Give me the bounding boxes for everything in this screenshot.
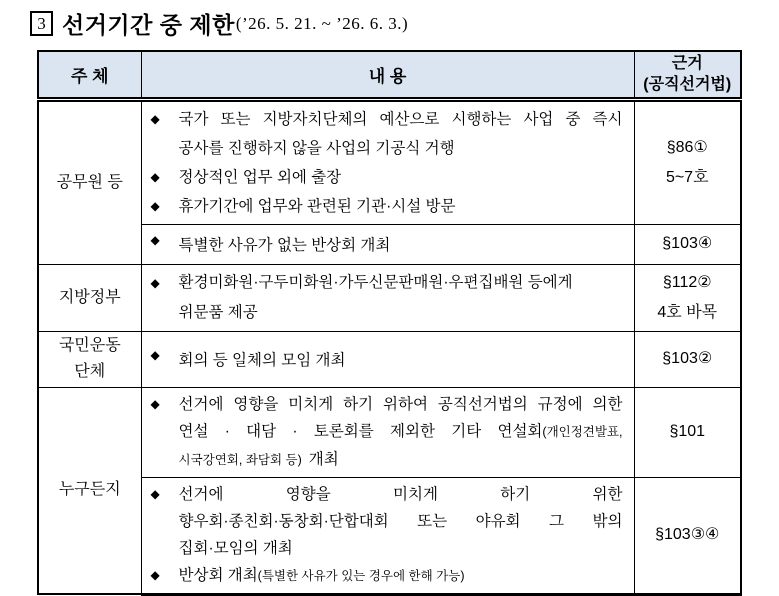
bullet-item xyxy=(151,192,623,221)
col-header-basis-line1: 근거 xyxy=(671,54,703,72)
basis-anyone-1: §101 xyxy=(634,387,741,477)
table-row xyxy=(38,331,741,387)
basis-line: 5~7호 xyxy=(665,168,709,186)
content-line: 선거에 영향을 미치게 하기 위하여 공직선거법의 규정에 의한 xyxy=(178,395,623,413)
subject-anyone: 누구든지 xyxy=(38,387,141,594)
basis-officials-2: §103④ xyxy=(634,224,741,264)
bullet-item xyxy=(151,233,623,255)
content-line: 향우회·종친회·동창회·단합대회 또는 야유회 그 밖의 xyxy=(178,512,623,530)
page-title-text: 선거기간 중 제한 xyxy=(62,12,235,38)
bullet-item xyxy=(151,391,623,474)
content-officials-1 xyxy=(141,99,634,224)
bullet-item xyxy=(151,348,623,370)
diamond-bullet-icon: ◆ xyxy=(150,486,160,501)
title-number-box: 3 xyxy=(30,11,53,36)
content-line: 국가 또는 지방자치단체의 예산으로 시행하는 사업 중 즉시 xyxy=(178,110,623,128)
subject-line: 단체 xyxy=(74,363,106,380)
restrictions-table xyxy=(37,50,742,596)
content-anyone-2 xyxy=(141,477,634,594)
content-line: 연설 · 대담 · 토론회를 제외한 기타 연설회(개인정견발표, xyxy=(178,422,623,440)
subject-national-movement xyxy=(38,331,141,387)
content-line: 환경미화원·구두미화원·가두신문판매원·우편집배원 등에게 xyxy=(178,273,573,291)
content-line: 휴가기간에 업무와 관련된 기관·시설 방문 xyxy=(178,197,456,215)
content-line: 정상적인 업무 외에 출장 xyxy=(178,168,342,186)
content-line: 회의 등 일체의 모임 개최 xyxy=(178,352,346,369)
col-header-basis-line2: (공직선거법) xyxy=(643,76,732,94)
bullet-item xyxy=(151,481,623,562)
content-line: 위문품 제공 xyxy=(178,303,258,321)
table-row xyxy=(38,99,741,224)
basis-anyone-2: §103③④ xyxy=(634,477,741,594)
subject-line: 국민운동 xyxy=(58,337,121,355)
content-officials-2 xyxy=(141,224,634,264)
basis-line: §112② xyxy=(662,273,712,291)
content-local-gov xyxy=(141,264,634,331)
content-national-movement xyxy=(141,331,634,387)
diamond-bullet-icon: ◆ xyxy=(150,348,160,362)
diamond-bullet-icon: ◆ xyxy=(150,198,160,213)
content-line: 공사를 진행하지 않을 사업의 기공식 거행 xyxy=(178,139,455,157)
diamond-bullet-icon: ◆ xyxy=(150,567,160,582)
basis-officials-1 xyxy=(634,99,741,224)
col-header-content: 내 용 xyxy=(141,51,634,99)
content-line: 집회·모임의 개최 xyxy=(178,539,293,557)
bullet-item xyxy=(151,163,623,192)
content-line: 반상회 개최(특별한 사유가 있는 경우에 한해 가능) xyxy=(178,566,465,584)
basis-national-movement: §103② xyxy=(634,331,741,387)
bullet-item xyxy=(151,268,623,328)
diamond-bullet-icon: ◆ xyxy=(150,275,160,290)
diamond-bullet-icon: ◆ xyxy=(150,111,160,126)
table-row xyxy=(38,264,741,331)
diamond-bullet-icon: ◆ xyxy=(150,396,160,411)
content-line: 특별한 사유가 없는 반상회 개최 xyxy=(178,237,391,254)
content-anyone-1 xyxy=(141,387,634,477)
table-row xyxy=(38,224,741,264)
diamond-bullet-icon: ◆ xyxy=(150,169,160,184)
diamond-bullet-icon: ◆ xyxy=(150,233,160,247)
content-line: 시국강연회, 좌담회 등) 개최 xyxy=(178,450,339,468)
subject-officials: 공무원 등 xyxy=(38,99,141,264)
col-header-subject: 주 체 xyxy=(38,51,141,99)
page-title xyxy=(30,7,408,40)
table-row xyxy=(38,387,741,477)
col-header-basis xyxy=(634,51,741,99)
subject-local-gov: 지방정부 xyxy=(38,264,141,331)
basis-line: 4호 바목 xyxy=(657,303,718,321)
table-row xyxy=(38,477,741,594)
bullet-item xyxy=(151,562,623,590)
page-title-period: (’26. 5. 21. ~ ’26. 6. 3.) xyxy=(235,13,409,33)
basis-line: §86① xyxy=(666,138,708,156)
content-line: 선거에 영향을 미치게 하기 위한 xyxy=(178,485,623,503)
basis-local-gov xyxy=(634,264,741,331)
table-header-row xyxy=(38,51,741,99)
bullet-item xyxy=(151,105,623,163)
